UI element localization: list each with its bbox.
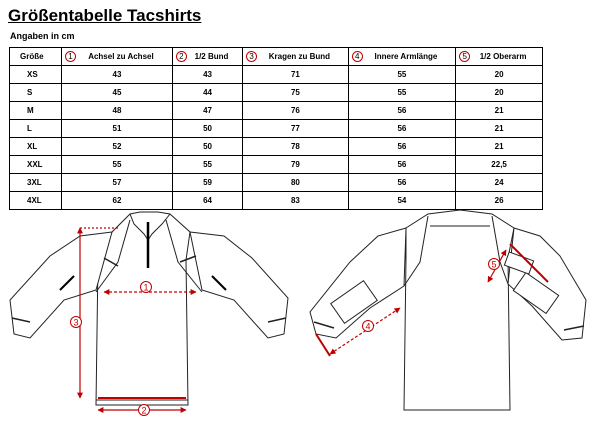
cell-value: 21	[456, 102, 543, 120]
cell-value: 79	[243, 156, 349, 174]
page-title: Größentabelle Tacshirts	[8, 6, 202, 25]
cell-value: 45	[62, 84, 173, 102]
marker-2-icon: 2	[176, 51, 187, 62]
header-col-5	[456, 48, 543, 66]
marker-3-label: 3	[73, 317, 79, 328]
cell-value: 43	[62, 66, 173, 84]
marker-5-icon	[489, 259, 500, 270]
cell-value: 55	[62, 156, 173, 174]
cell-value: 83	[243, 192, 349, 210]
table-header-row	[10, 48, 543, 66]
shirt-measurement-diagram	[0, 205, 598, 430]
cell-size: XL	[10, 138, 62, 156]
table-row	[10, 84, 543, 102]
cell-value: 62	[62, 192, 173, 210]
cell-value: 21	[456, 120, 543, 138]
marker-4-label: 4	[365, 321, 371, 332]
cell-value: 57	[62, 174, 173, 192]
cell-size: L	[10, 120, 62, 138]
marker-4-icon: 4	[352, 51, 363, 62]
cell-value: 52	[62, 138, 173, 156]
cell-value: 50	[172, 138, 242, 156]
cell-value: 56	[348, 138, 455, 156]
header-label: Kragen zu Bund	[268, 52, 331, 61]
marker-2-label: 2	[141, 405, 147, 416]
shirt-back-drawing	[310, 210, 586, 410]
marker-1-icon: 1	[65, 51, 76, 62]
marker-5-icon: 5	[459, 51, 470, 62]
header-col-4	[348, 48, 455, 66]
cell-value: 78	[243, 138, 349, 156]
cell-value: 56	[348, 102, 455, 120]
header-col-1	[62, 48, 173, 66]
cell-size: XXL	[10, 156, 62, 174]
cell-value: 48	[62, 102, 173, 120]
cell-value: 56	[348, 174, 455, 192]
table-row	[10, 174, 543, 192]
cell-value: 43	[172, 66, 242, 84]
marker-1-label: 1	[143, 282, 149, 293]
header-label: 1/2 Oberarm	[479, 52, 527, 61]
header-label: Achsel zu Achsel	[88, 52, 154, 61]
size-table	[9, 47, 543, 210]
cell-value: 59	[172, 174, 242, 192]
cell-value: 71	[243, 66, 349, 84]
header-size: Größe	[10, 48, 62, 66]
cell-value: 24	[456, 174, 543, 192]
cell-value: 77	[243, 120, 349, 138]
cell-value: 55	[172, 156, 242, 174]
cell-value: 51	[62, 120, 173, 138]
cell-size: 3XL	[10, 174, 62, 192]
cell-value: 80	[243, 174, 349, 192]
header-col-2	[172, 48, 242, 66]
cell-value: 56	[348, 120, 455, 138]
cell-value: 55	[348, 66, 455, 84]
marker-4-icon	[363, 321, 374, 332]
cell-value: 75	[243, 84, 349, 102]
cell-value: 56	[348, 156, 455, 174]
marker-3-icon	[71, 317, 82, 328]
marker-3-icon: 3	[246, 51, 257, 62]
cell-value: 44	[172, 84, 242, 102]
cell-value: 54	[348, 192, 455, 210]
cell-value: 50	[172, 120, 242, 138]
cell-value: 55	[348, 84, 455, 102]
header-col-3	[243, 48, 349, 66]
table-row	[10, 138, 543, 156]
cell-size: XS	[10, 66, 62, 84]
marker-2-icon	[139, 405, 150, 416]
cell-value: 64	[172, 192, 242, 210]
marker-5-label: 5	[491, 259, 497, 270]
table-row	[10, 120, 543, 138]
table-row	[10, 66, 543, 84]
cell-value: 26	[456, 192, 543, 210]
units-note: Angaben in cm	[10, 31, 75, 41]
cell-value: 22,5	[456, 156, 543, 174]
cell-value: 76	[243, 102, 349, 120]
cell-size: M	[10, 102, 62, 120]
cell-value: 47	[172, 102, 242, 120]
header-label: 1/2 Bund	[194, 52, 229, 61]
table-row	[10, 156, 543, 174]
cell-size: S	[10, 84, 62, 102]
cell-value: 21	[456, 138, 543, 156]
marker-1-icon	[141, 282, 152, 293]
cell-value: 20	[456, 84, 543, 102]
table-row	[10, 102, 543, 120]
shirt-front-drawing	[10, 212, 288, 405]
header-label: Innere Armlänge	[374, 52, 438, 61]
cell-size: 4XL	[10, 192, 62, 210]
cell-value: 20	[456, 66, 543, 84]
